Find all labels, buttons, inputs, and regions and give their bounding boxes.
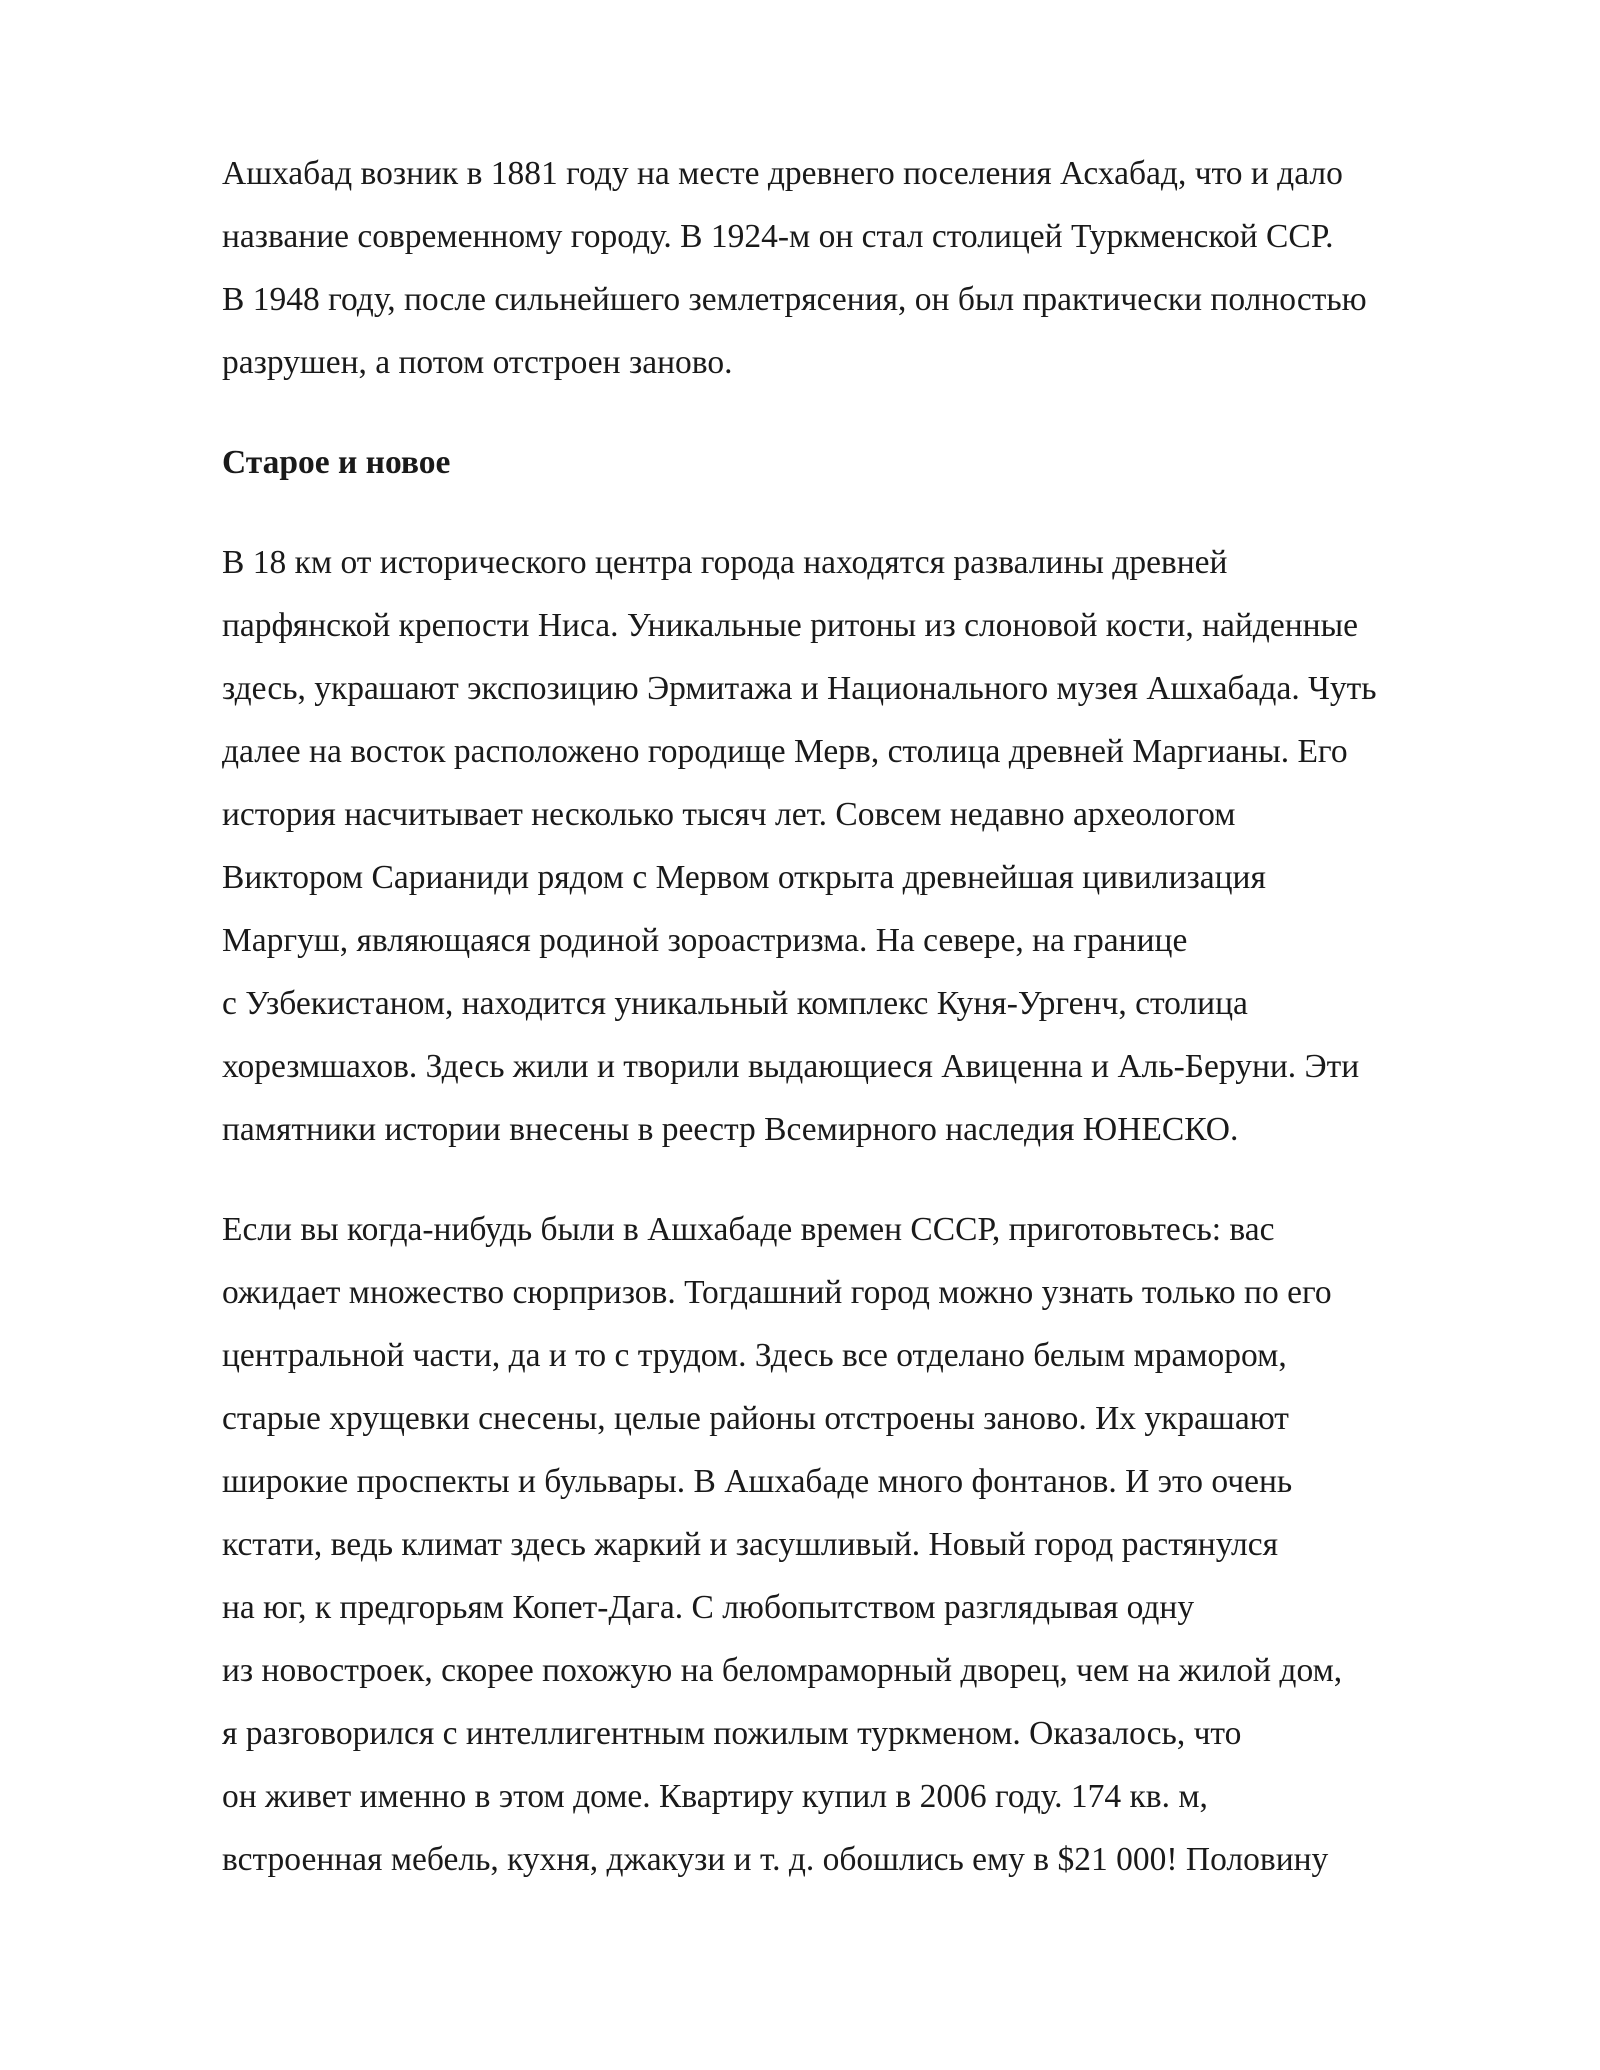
text-line: разрушен, а потом отстроен заново. <box>222 344 733 381</box>
text-line: хорезмшахов. Здесь жили и творили выдающиеся Авиценна и Аль-Беруни. Эти <box>222 1048 1360 1085</box>
paragraph-history <box>222 142 1522 394</box>
document-body <box>222 142 1522 1928</box>
text-line: история насчитывает несколько тысяч лет. Совсем недавно археологом <box>222 796 1236 833</box>
text-line: В 18 км от исторического центра города находятся развалины древней <box>222 544 1228 581</box>
text-line: памятники истории внесены в реестр Всемирного наследия ЮНЕСКО. <box>222 1111 1239 1148</box>
paragraph-modern-city <box>222 1198 1522 1891</box>
text-line: далее на восток расположено городище Мерв, столица древней Маргианы. Его <box>222 733 1348 770</box>
text-line: на юг, к предгорьям Копет-Дага. С любопытством разглядывая одну <box>222 1589 1195 1626</box>
text-line: из новостроек, скорее похожую на беломраморный дворец, чем на жилой дом, <box>222 1652 1343 1689</box>
text-line: парфянской крепости Ниса. Уникальные ритоны из слоновой кости, найденные <box>222 607 1358 644</box>
text-line: Маргуш, являющаяся родиной зороастризма. На севере, на границе <box>222 922 1188 959</box>
text-line: Ашхабад возник в 1881 году на месте древнего поселения Асхабад, что и дало <box>222 155 1343 192</box>
text-line: с Узбекистаном, находится уникальный комплекс Куня-Ургенч, столица <box>222 985 1248 1022</box>
text-line: здесь, украшают экспозицию Эрмитажа и Национального музея Ашхабада. Чуть <box>222 670 1377 707</box>
text-line: широкие проспекты и бульвары. В Ашхабаде много фонтанов. И это очень <box>222 1463 1293 1500</box>
text-line: я разговорился с интеллигентным пожилым туркменом. Оказалось, что <box>222 1715 1242 1752</box>
text-line: кстати, ведь климат здесь жаркий и засушливый. Новый город растянулся <box>222 1526 1279 1563</box>
text-line: встроенная мебель, кухня, джакузи и т. д. обошлись ему в $21 000! Половину <box>222 1841 1329 1878</box>
text-line: В 1948 году, после сильнейшего землетрясения, он был практически полностью <box>222 281 1367 318</box>
paragraph-monuments <box>222 531 1522 1161</box>
text-line: ожидает множество сюрпризов. Тогдашний город можно узнать только по его <box>222 1274 1332 1311</box>
text-line: Виктором Сарианиди рядом с Мервом открыта древнейшая цивилизация <box>222 859 1266 896</box>
text-line: название современному городу. В 1924-м он стал столицей Туркменской ССР. <box>222 218 1334 255</box>
text-line: старые хрущевки снесены, целые районы отстроены заново. Их украшают <box>222 1400 1289 1437</box>
text-line: Если вы когда-нибудь были в Ашхабаде времен СССР, приготовьтесь: вас <box>222 1211 1275 1248</box>
text-line: он живет именно в этом доме. Квартиру купил в 2006 году. 174 кв. м, <box>222 1778 1208 1815</box>
text-line: центральной части, да и то с трудом. Здесь все отделано белым мрамором, <box>222 1337 1287 1374</box>
section-heading: Старое и новое <box>222 444 451 481</box>
